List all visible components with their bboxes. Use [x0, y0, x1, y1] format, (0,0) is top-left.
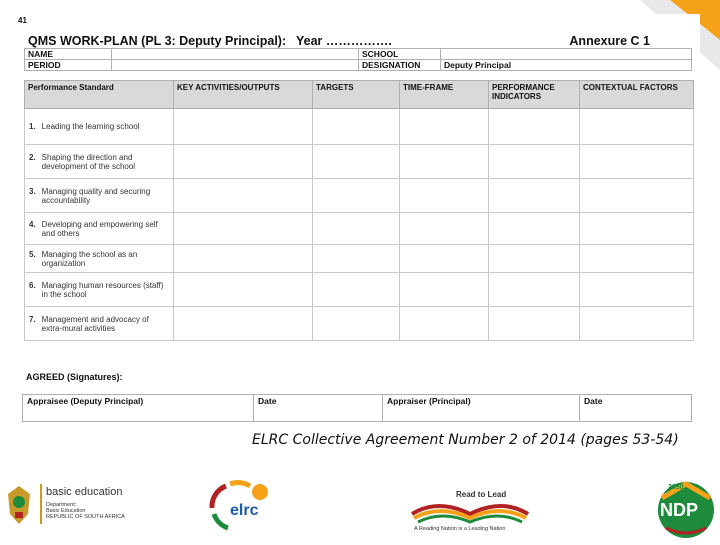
- cell[interactable]: [580, 273, 694, 307]
- dbe-sub1: Department:: [46, 502, 77, 508]
- table-row: [25, 245, 694, 273]
- cell[interactable]: [174, 179, 313, 213]
- dbe-name: basic education: [46, 486, 123, 498]
- designation-label: DESIGNATION: [359, 60, 441, 71]
- standard-cell: 6. Managing human resources (staff) in the school: [25, 273, 174, 307]
- cell[interactable]: [580, 307, 694, 341]
- cell[interactable]: [489, 179, 580, 213]
- dbe-sub2: Basic Education: [46, 508, 86, 514]
- table-row: [25, 109, 694, 145]
- cell[interactable]: [580, 109, 694, 145]
- standard-cell: 3. Managing quality and securing accountability: [25, 179, 174, 213]
- standard-text: Developing and empowering self and others: [41, 219, 158, 238]
- cell[interactable]: [313, 273, 400, 307]
- cell[interactable]: [174, 273, 313, 307]
- cell[interactable]: [580, 213, 694, 245]
- dbe-logo: [4, 482, 134, 530]
- standard-cell: 2. Shaping the direction and development of the school: [25, 145, 174, 179]
- table-row: [25, 307, 694, 341]
- cell[interactable]: [313, 213, 400, 245]
- title-text: QMS WORK-PLAN (PL 3: Deputy Principal):: [28, 34, 287, 48]
- col-header: TARGETS: [313, 81, 400, 109]
- year-text: Year …………….: [296, 34, 392, 48]
- cell[interactable]: [174, 213, 313, 245]
- cell[interactable]: [174, 245, 313, 273]
- school-field[interactable]: [441, 49, 692, 60]
- cell[interactable]: [489, 307, 580, 341]
- cell[interactable]: [400, 109, 489, 145]
- standard-text: Shaping the direction and development of the school: [41, 152, 136, 171]
- standard-text: Management and advocacy of extra-mural activities: [41, 314, 149, 333]
- read-to-lead-logo: [408, 484, 532, 536]
- standard-cell: 7. Management and advocacy of extra-mural activities: [25, 307, 174, 341]
- standard-text: Leading the learning school: [41, 122, 140, 131]
- standard-cell: 1. Leading the learning school: [25, 109, 174, 145]
- cell[interactable]: [313, 307, 400, 341]
- col-header: Performance Standard: [25, 81, 174, 109]
- standard-cell: 5. Managing the school as an organization: [25, 245, 174, 273]
- table-header-row: [25, 81, 694, 109]
- cell[interactable]: [174, 109, 313, 145]
- elrc-text: elrc: [230, 502, 259, 519]
- col-header: KEY ACTIVITIES/OUTPUTS: [174, 81, 313, 109]
- name-label: NAME: [25, 49, 112, 60]
- standard-text: Managing human resources (staff) in the school: [41, 280, 164, 299]
- appraisee-signature[interactable]: Appraisee (Deputy Principal): [23, 395, 254, 422]
- school-label: SCHOOL: [359, 49, 441, 60]
- col-header: PERFORMANCE INDICATORS: [489, 81, 580, 109]
- cell[interactable]: [580, 245, 694, 273]
- table-row: [25, 145, 694, 179]
- appraiser-signature[interactable]: Appraiser (Principal): [383, 395, 580, 422]
- info-table: [24, 48, 692, 71]
- cell[interactable]: [489, 213, 580, 245]
- cell[interactable]: [174, 145, 313, 179]
- cell[interactable]: [174, 307, 313, 341]
- col-header: CONTEXTUAL FACTORS: [580, 81, 694, 109]
- cell[interactable]: [313, 109, 400, 145]
- cell[interactable]: [489, 109, 580, 145]
- cell[interactable]: [400, 145, 489, 179]
- cell[interactable]: [489, 245, 580, 273]
- cell[interactable]: [489, 145, 580, 179]
- cell[interactable]: [580, 145, 694, 179]
- cell[interactable]: [313, 145, 400, 179]
- period-field[interactable]: [112, 60, 359, 71]
- name-field[interactable]: [112, 49, 359, 60]
- ndp-year: 2030: [668, 484, 684, 491]
- read-tagline: A Reading Nation is a Leading Nation: [414, 526, 506, 532]
- cell[interactable]: [400, 307, 489, 341]
- col-header: TIME-FRAME: [400, 81, 489, 109]
- coat-of-arms-icon: [4, 484, 34, 526]
- cell[interactable]: [400, 245, 489, 273]
- table-row: [25, 179, 694, 213]
- ndp-logo: [656, 480, 716, 540]
- ndp-text: NDP: [660, 500, 699, 520]
- footer-logos: [0, 470, 720, 540]
- table-row: [25, 213, 694, 245]
- signature-table: [22, 394, 692, 422]
- slide-number: 41: [18, 16, 27, 25]
- dbe-sub3: REPUBLIC OF SOUTH AFRICA: [46, 514, 125, 520]
- standard-text: Managing quality and securing accountability: [41, 186, 151, 205]
- page-title: [28, 34, 678, 48]
- table-row: [25, 273, 694, 307]
- appraisee-date[interactable]: Date: [254, 395, 383, 422]
- cell[interactable]: [400, 273, 489, 307]
- cell[interactable]: [580, 179, 694, 213]
- caption: ELRC Collective Agreement Number 2 of 2014 (pages 53-54): [252, 432, 679, 448]
- cell[interactable]: [400, 213, 489, 245]
- cell[interactable]: [313, 245, 400, 273]
- annexure-label: Annexure C 1: [569, 34, 650, 48]
- period-label: PERIOD: [25, 60, 112, 71]
- agreed-label: AGREED (Signatures):: [26, 372, 123, 382]
- cell[interactable]: [400, 179, 489, 213]
- read-to-lead-text: Read to Lead: [456, 490, 507, 499]
- designation-value: Deputy Principal: [441, 60, 692, 71]
- standard-text: Managing the school as an organization: [41, 249, 138, 268]
- elrc-logo: [208, 478, 274, 534]
- cell[interactable]: [489, 273, 580, 307]
- cell[interactable]: [313, 179, 400, 213]
- appraiser-date[interactable]: Date: [580, 395, 692, 422]
- standard-cell: 4. Developing and empowering self and others: [25, 213, 174, 245]
- workplan-table: [24, 80, 694, 341]
